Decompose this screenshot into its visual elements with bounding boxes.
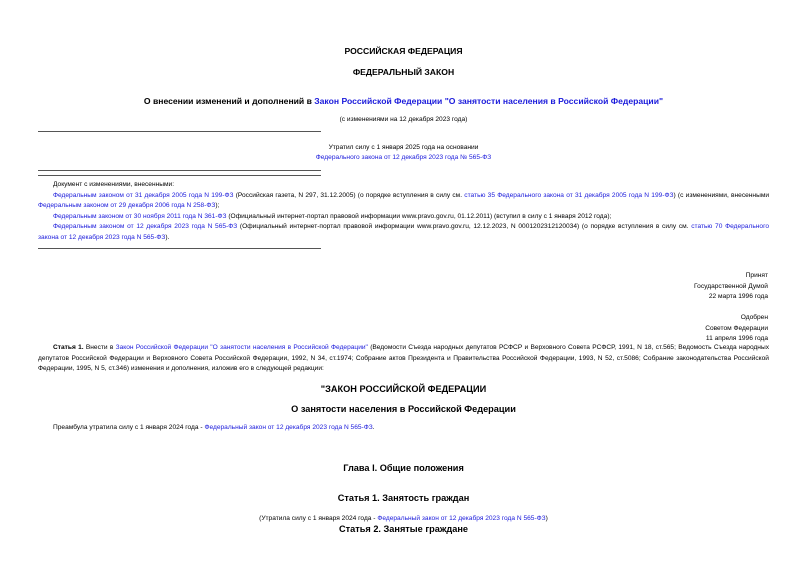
amendment-link[interactable]: Федеральным законом от 29 декабря 2006 года N 258-ФЗ <box>38 202 216 210</box>
chapter-heading: Глава I. Общие положения <box>343 463 464 473</box>
expiry-law-link[interactable]: Федерального закона от 12 декабря 2023 года № 565-ФЗ <box>315 154 492 161</box>
article-label: Статья 1. <box>53 344 84 351</box>
amendment-link[interactable]: статью 35 Федерального закона от 31 декабря 2005 года N 199-ФЗ <box>464 191 674 199</box>
country-heading: РОССИЙСКАЯ ФЕДЕРАЦИЯ <box>344 46 463 56</box>
adoption-accepted: Принят Государственной Думой 22 марта 1996 года <box>694 272 768 300</box>
divider <box>38 170 321 171</box>
preamble-note: Преамбула утратила силу с 1 января 2024 года - Федеральный закон от 12 декабря 2023 года N 565-ФЗ. <box>53 424 375 431</box>
expiry-link-line <box>0 154 807 161</box>
divider <box>38 175 321 176</box>
expiry-note: Утратил силу с 1 января 2025 года на основании <box>328 144 479 151</box>
article-1-heading: Статья 1. Занятость граждан <box>337 493 470 503</box>
title-prefix: О внесении изменений и дополнений в <box>143 96 315 106</box>
amendment-link[interactable]: Федеральным законом от 30 ноября 2011 года N 361-ФЗ <box>53 212 227 220</box>
edition-note: (с изменениями на 12 декабря 2023 года) <box>339 116 468 123</box>
amendment-item: Федеральным законом от 12 декабря 2023 года N 565-ФЗ (Официальный интернет-портал правовой информации www.pravo.gov.ru, 12.12.2023, N 0001202312120034) (о порядке вступления в силу см. статью 70 Федерального закона от 12 декабря 2023 года N 565-ФЗ). <box>38 223 769 241</box>
article-1-note: (Утратила силу с 1 января 2024 года - Федеральный закон от 12 декабря 2023 года N 565-ФЗ) <box>259 515 548 522</box>
quoted-law-subtitle: О занятости населения в Российской Федерации <box>291 404 516 414</box>
preamble-law-link[interactable]: Федеральный закон от 12 декабря 2023 года N 565-ФЗ <box>204 424 373 431</box>
amendment-link[interactable]: Федеральным законом от 31 декабря 2005 года N 199-ФЗ <box>53 191 234 199</box>
amendments-list <box>38 180 769 244</box>
title-law-link[interactable]: Закон Российской Федерации "О занятости населения в Российской Федерации" <box>314 96 664 106</box>
doc-type-heading: ФЕДЕРАЛЬНЫЙ ЗАКОН <box>352 67 455 77</box>
divider <box>38 248 321 249</box>
amendments-intro: Документ с изменениями, внесенными: <box>53 181 175 188</box>
adoption-approved: Одобрен Советом Федерации 11 апреля 1996 года <box>705 314 768 342</box>
amendment-item: Федеральным законом от 31 декабря 2005 года N 199-ФЗ (Российская газета, N 297, 31.12.2005) (о порядке вступления в силу см. статью 35 Федерального закона от 31 декабря 2005 года N 199-ФЗ) (с изменениями, внесенными Федеральным законом от 29 декабря 2006 года N 258-ФЗ); <box>38 191 770 210</box>
amendment-item: Федеральным законом от 30 ноября 2011 года N 361-ФЗ (Официальный интернет-портал правовой информации www.pravo.gov.ru, 01.12.2011) (вступил в силу с 1 января 2012 года); <box>53 212 612 220</box>
article-1-note-link[interactable]: Федеральный закон от 12 декабря 2023 года N 565-ФЗ <box>377 515 546 522</box>
amendment-link[interactable]: Федеральным законом от 12 декабря 2023 года N 565-ФЗ <box>53 223 238 231</box>
divider <box>38 131 321 132</box>
document-title <box>0 96 807 106</box>
article-1-paragraph: Статья 1. Внести в Закон Российской Федерации "О занятости населения в Российской Федерации" (Ведомости Съезда народных депутатов РСФСР и Верховного Совета РСФСР, 1991, N 18, ст.565; Ведомость Съезда народных депутатов Российской Федерации и Верховного Совета Российской Федерации, 1992, N 34, ст.1974; Собрание актов Президента и Правительства Российской Федерации, 1993, N 52, ст.5086; Собрание законодательства Российской Федерации, 1995, N 5, ст.346) изменения и дополнения, изложив его в следующей редакции: <box>38 344 769 373</box>
quoted-law-title: "ЗАКОН РОССИЙСКОЙ ФЕДЕРАЦИИ <box>320 384 487 394</box>
amendment-link[interactable]: статью 70 Федерального закона от 12 декабря 2023 года N 565-ФЗ <box>38 223 769 241</box>
article-2-heading: Статья 2. Занятые граждане <box>339 524 468 534</box>
article-law-link[interactable]: Закон Российской Федерации "О занятости населения в Российской Федерации" <box>115 344 368 351</box>
